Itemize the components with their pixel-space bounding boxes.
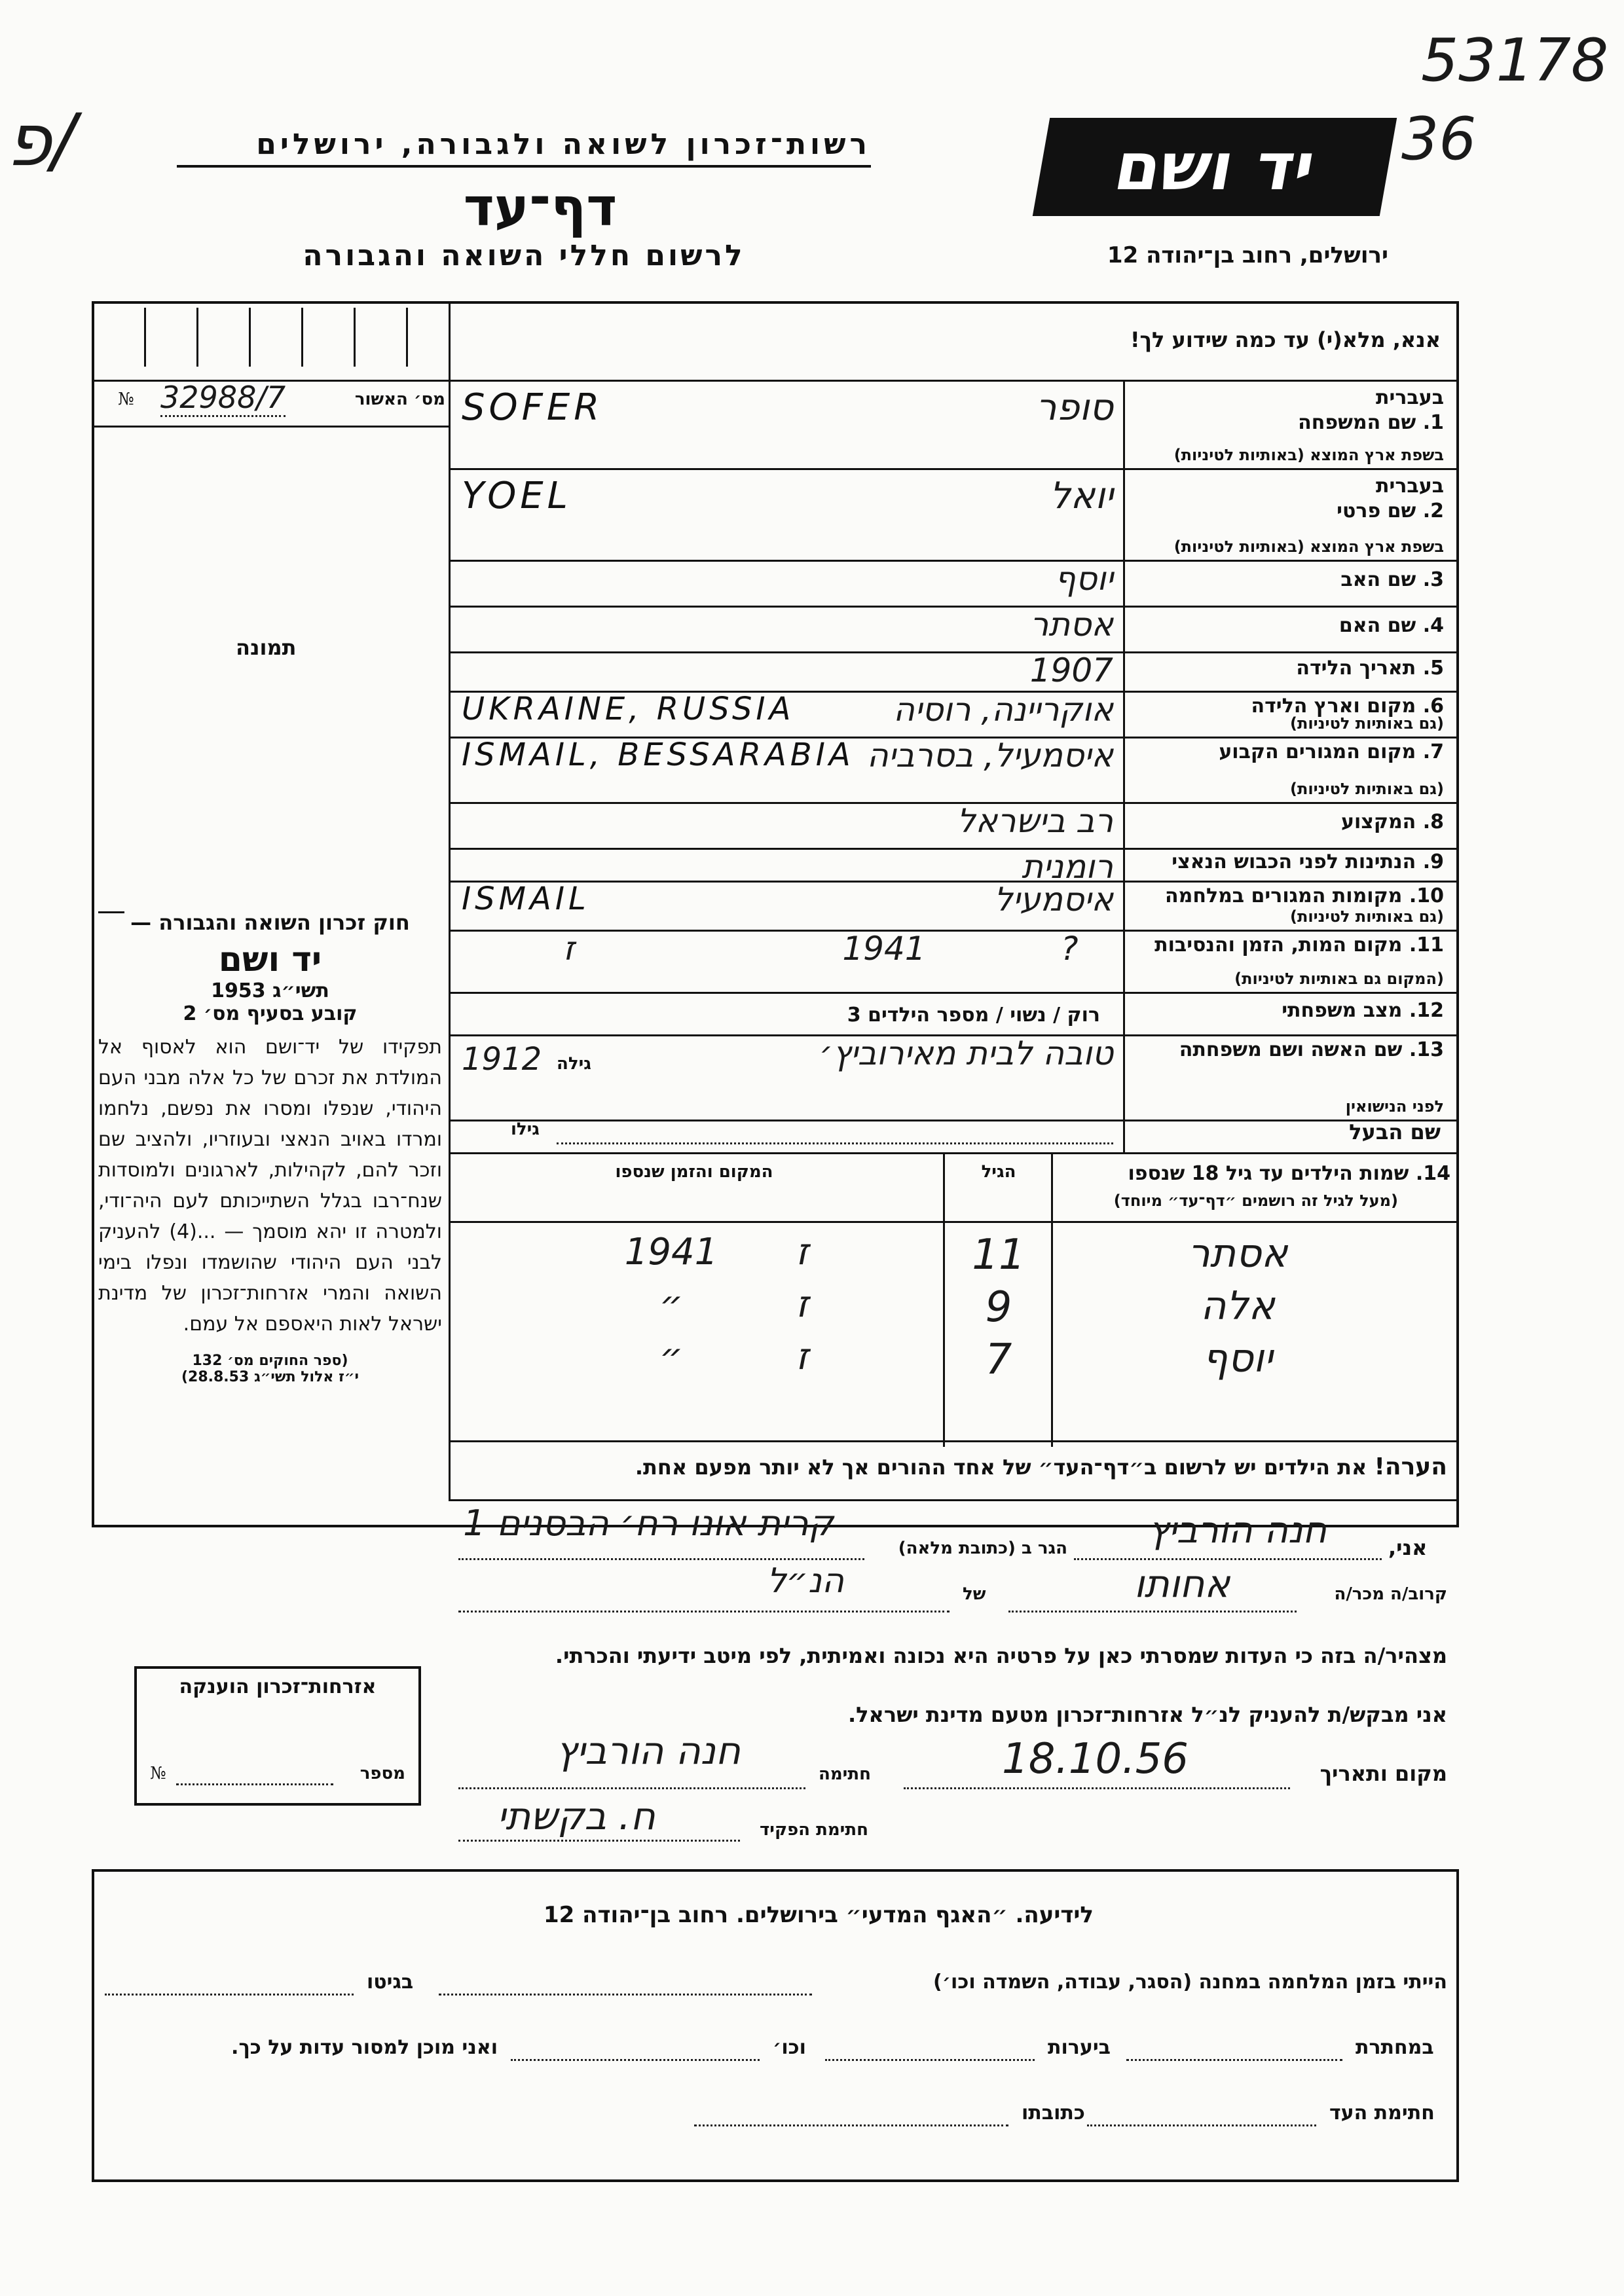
law-title: חוק זכרון השואה והגבורה — (130, 910, 410, 935)
field-num: 12. (1409, 998, 1444, 1022)
child-age: 11 (972, 1231, 1025, 1279)
child-age: 7 (985, 1336, 1012, 1384)
field-num: 11. (1409, 934, 1444, 957)
field-hebrew-value: איסמעיל, בסרביה (866, 737, 1113, 774)
law-section: קובע בסעיף מס׳ 2 (183, 1002, 358, 1025)
of-name: הנ״ל (767, 1561, 844, 1601)
citizenship-box (134, 1666, 421, 1806)
approval-number: 32988/7 (160, 380, 286, 417)
field-hebrew-value: אסתר (1030, 606, 1113, 644)
children-note: (מעל לגיל זה רושמים ״דף־עד״ מיוחד) (1113, 1192, 1398, 1210)
approval-no-prefix: № (118, 390, 134, 409)
field-num: 8. (1422, 811, 1444, 833)
hebrew-tag: בעברית (1376, 475, 1444, 498)
field-note: (גם באותיות לטיניות) (1290, 780, 1444, 798)
declaration-date: 18.10.56 (1002, 1735, 1189, 1783)
child-name: יוסף (1202, 1336, 1273, 1381)
yad-vashem-logo (1033, 118, 1397, 216)
margin-mark: פ/ (7, 98, 76, 182)
field-hebrew-value: אוקריינה, רוסיה (893, 691, 1113, 729)
field-hebrew-value: יוסף (1054, 560, 1113, 598)
law-source: (ספר החוקים מס׳ 132 (192, 1353, 348, 1369)
relation: אחותו (1134, 1561, 1230, 1606)
field-latin-value: YOEL (462, 475, 572, 517)
remark-row (458, 1453, 1447, 1480)
field-num: 2. (1422, 500, 1444, 522)
field-label-text: המקצוע (1340, 811, 1416, 833)
field-note: בשפת ארץ המוצא (באותיות לטיניות) (1173, 538, 1444, 556)
field-hebrew-value: רומנית (1022, 848, 1113, 886)
col-age: הגיל (981, 1162, 1016, 1182)
footer-line2-b: ביערות (1048, 2036, 1111, 2059)
approval-label: מס׳ האשור (354, 390, 445, 409)
footer-line2-d: ואני מוכן למסור עדות על כך. (231, 2036, 498, 2059)
field-label-text: מקום המות, הזמן והנסיבות (1154, 934, 1403, 957)
instruction-text: אנא, מלא(י) עד כמה שידוע לך! (1130, 327, 1441, 352)
request-text: אני מבקש/ת להעניק לנ״ל אזרחות־זכרון מטעם מדינת ישראל. (848, 1702, 1447, 1727)
field-row-divider (449, 992, 1456, 994)
authority-name: רשות־זכרון לשואה ולגבורה, ירושלים (177, 128, 871, 168)
field-num: 5. (1422, 657, 1444, 680)
field-label-5 (1126, 657, 1444, 680)
declarant-i: אני, (1388, 1535, 1428, 1560)
field-latin-value: ISMAIL (462, 881, 590, 917)
field-num: 13. (1409, 1038, 1444, 1061)
field-num: 1. (1422, 411, 1444, 434)
field-hebrew-value: איסמעיל (994, 881, 1113, 919)
child-place: ז (796, 1283, 809, 1326)
footer-line2-c: וכו׳ (773, 2036, 806, 2059)
footer-line1-b: בגיטו (367, 1971, 414, 1994)
child-year: 1941 (624, 1231, 718, 1273)
field-label-text: מקומות המגורים במלחמה (1165, 884, 1403, 907)
child-year: ״ (659, 1336, 684, 1378)
field-latin-value: SOFER (462, 386, 604, 429)
field-label-text: שם המשפחה (1298, 411, 1416, 434)
signature-label: חתימה (819, 1764, 871, 1784)
place-date-label: מקום ותאריך (1320, 1761, 1447, 1786)
law-year: תשי״ג 1953 (211, 979, 329, 1002)
field-note: בשפת ארץ המוצא (באותיות לטיניות) (1173, 446, 1444, 464)
law-text: תפקידו של יד־ושם הוא לאסוף אל המולדת את זכרם של כל אלה מבני העם היהודי, שנפלו ומסרו את נפשם, נלחמו ומרדו באויב הנאצי ובעוזריו, ולהציב שם וזכר להם, לקהילות, לארגונים ולמוסדות שנח־רבו בגלל השתייכותם לעם היה־ודי, ולמטרה זו יהא מוסמך — ...(4) להעניק לבני העם היהודי שהושמדו ונפלו בימי השואה והמרי אזרחות־זכרון של מדינת ישראל לאות היאספם אל עמם. (98, 1036, 442, 1336)
law-source-date: י״ז אלול תשי״ג 28.8.53) (181, 1369, 360, 1385)
field-label-9 (1126, 850, 1444, 873)
children-num: 14. (1415, 1162, 1450, 1185)
remark-text: את הילדים יש לרשום ב״דף־העד״ של אחד ההורים אך לא יותר מפעם אחת. (635, 1455, 1367, 1480)
living-in-label: הגר ב (כתובת מלאה) (898, 1539, 1067, 1558)
child-year: ״ (659, 1283, 684, 1326)
citizenship-title: אזרחות־זכרון הוענקה (179, 1675, 377, 1698)
field-label-text: תאריך הלידה (1296, 657, 1416, 680)
field-label-4 (1126, 614, 1444, 637)
field-label-12 (1126, 999, 1444, 1022)
child-place: ז (796, 1336, 809, 1378)
footer-line1-a: הייתי בזמן המלחמה במחנה (הסגר, עבודה, השמדה וכו׳) (933, 1971, 1447, 1994)
wife-age-value: 1912 (462, 1041, 542, 1078)
footer-line3-b: כתובתו (1022, 2102, 1085, 2124)
child-age: 9 (985, 1283, 1012, 1332)
field-label-text: שם האשה ושם משפחתה (1179, 1038, 1403, 1061)
citizenship-no-prefix: № (150, 1764, 166, 1783)
field-num: 4. (1422, 614, 1444, 637)
relative-label: קרוב/ה מכר/ה (1334, 1584, 1447, 1604)
form-subtitle: לרשום חללי השואה והגבורה (303, 239, 745, 272)
field-label-7 (1126, 740, 1444, 763)
field-num: 3. (1422, 568, 1444, 591)
field-row-divider (449, 468, 1456, 470)
field-label-text: הנתינות לפני הכבוש הנאצי (1172, 850, 1416, 873)
field-note: (המקום גם באותיות לטיניות) (1234, 970, 1444, 988)
declaration-text: מצהיר/ה בזה כי העדות שמסרתי כאן על פרטיה היא נכונה ואמיתית, לפי מיטב ידיעתי והכרתי. (555, 1643, 1447, 1668)
field-label-3 (1126, 568, 1444, 591)
footer-line3-a: חתימת העד (1329, 2102, 1435, 2124)
law-box (98, 910, 442, 1385)
field-label-text: מקום המגורים הקבוע (1219, 740, 1416, 763)
photo-label: תמונה (236, 635, 297, 660)
header-address: ירושלים, רחוב בן־יהודה 12 (1107, 242, 1388, 268)
field-label-1 (1126, 411, 1444, 434)
field-num: 6. (1422, 695, 1444, 718)
declarant-signature: חנה הורביץ (556, 1728, 741, 1773)
field-label-text: שם האם (1338, 614, 1416, 637)
field-label-text: מצב משפחתי (1282, 998, 1403, 1022)
field-label-text: שם פרטי (1337, 500, 1416, 522)
field-num: 7. (1422, 740, 1444, 763)
husband-label: שם הבעל (1349, 1120, 1441, 1144)
officer-label: חתימת הפקיד (760, 1820, 868, 1840)
child-name: אלה (1200, 1283, 1275, 1329)
child-name: אסתר (1187, 1231, 1288, 1277)
field-label-11 (1126, 934, 1444, 957)
sheet-number: 36 (1401, 105, 1477, 173)
field-hebrew-value: רוק / נשוי / מספר הילדים 3 (847, 1004, 1100, 1027)
children-title (1058, 1162, 1450, 1185)
footer-line2-a: במחתרת (1356, 2036, 1434, 2059)
field-hebrew-value: טובה לבית מאירוביץ׳ (819, 1034, 1113, 1072)
hebrew-tag: בעברית (1376, 386, 1444, 409)
footer-title: לידיעה. ״האגף המדעי״ בירושלים. רחוב בן־יהודה 12 (544, 1902, 1094, 1928)
field-note: לפני הנישואין (1345, 1097, 1444, 1116)
field-hebrew-value: 1941 (842, 930, 926, 968)
child-place: ז (796, 1231, 809, 1273)
field-note: (גם באותיות לטיניות) (1290, 714, 1444, 733)
field-label-text: שם האב (1340, 568, 1416, 591)
field-label-text: מקום וארץ הלידה (1251, 695, 1416, 718)
field-hebrew-value: רב בישראל (957, 802, 1113, 840)
field-extra-mark: ז (563, 930, 575, 968)
children-title-text: שמות הילדים עד גיל 18 שנספו (1128, 1162, 1409, 1185)
field-num: 9. (1422, 850, 1444, 873)
field-hebrew-value: סופר (1035, 386, 1113, 429)
field-label-10 (1126, 884, 1444, 907)
citizenship-number-label: מספר (360, 1764, 405, 1783)
field-label-8 (1126, 811, 1444, 833)
field-extra-mark: ? (1061, 930, 1079, 968)
field-label-13 (1126, 1038, 1444, 1061)
logo-text: יד ושם (1109, 128, 1321, 205)
law-name: יד ושם (218, 940, 322, 979)
field-num: 10. (1409, 884, 1444, 907)
remark-label: הערה! (1374, 1453, 1447, 1480)
col-place-time: המקום והזמן שנספו (615, 1162, 773, 1182)
declarant-address: קרית אונו רח׳ הבסנים 1 (463, 1503, 834, 1544)
field-latin-value: ISMAIL, BESSARABIA (462, 737, 855, 773)
husband-age-label: גילו (511, 1120, 540, 1139)
field-hebrew-value: יואל (1049, 475, 1113, 517)
declarant-name: חנה הורביץ (1149, 1509, 1327, 1552)
archive-number: 53178 (1421, 26, 1609, 95)
of-label: של (963, 1584, 986, 1604)
field-hebrew-value: 1907 (1029, 651, 1113, 689)
wife-age-label: גילה (557, 1054, 591, 1074)
field-note: (גם באותיות לטיניות) (1290, 907, 1444, 926)
field-label-2 (1126, 500, 1444, 522)
field-latin-value: UKRAINE, RUSSIA (462, 691, 795, 727)
form-title: דף־עד (463, 177, 618, 238)
officer-signature: ח. בקשתי (497, 1794, 655, 1838)
